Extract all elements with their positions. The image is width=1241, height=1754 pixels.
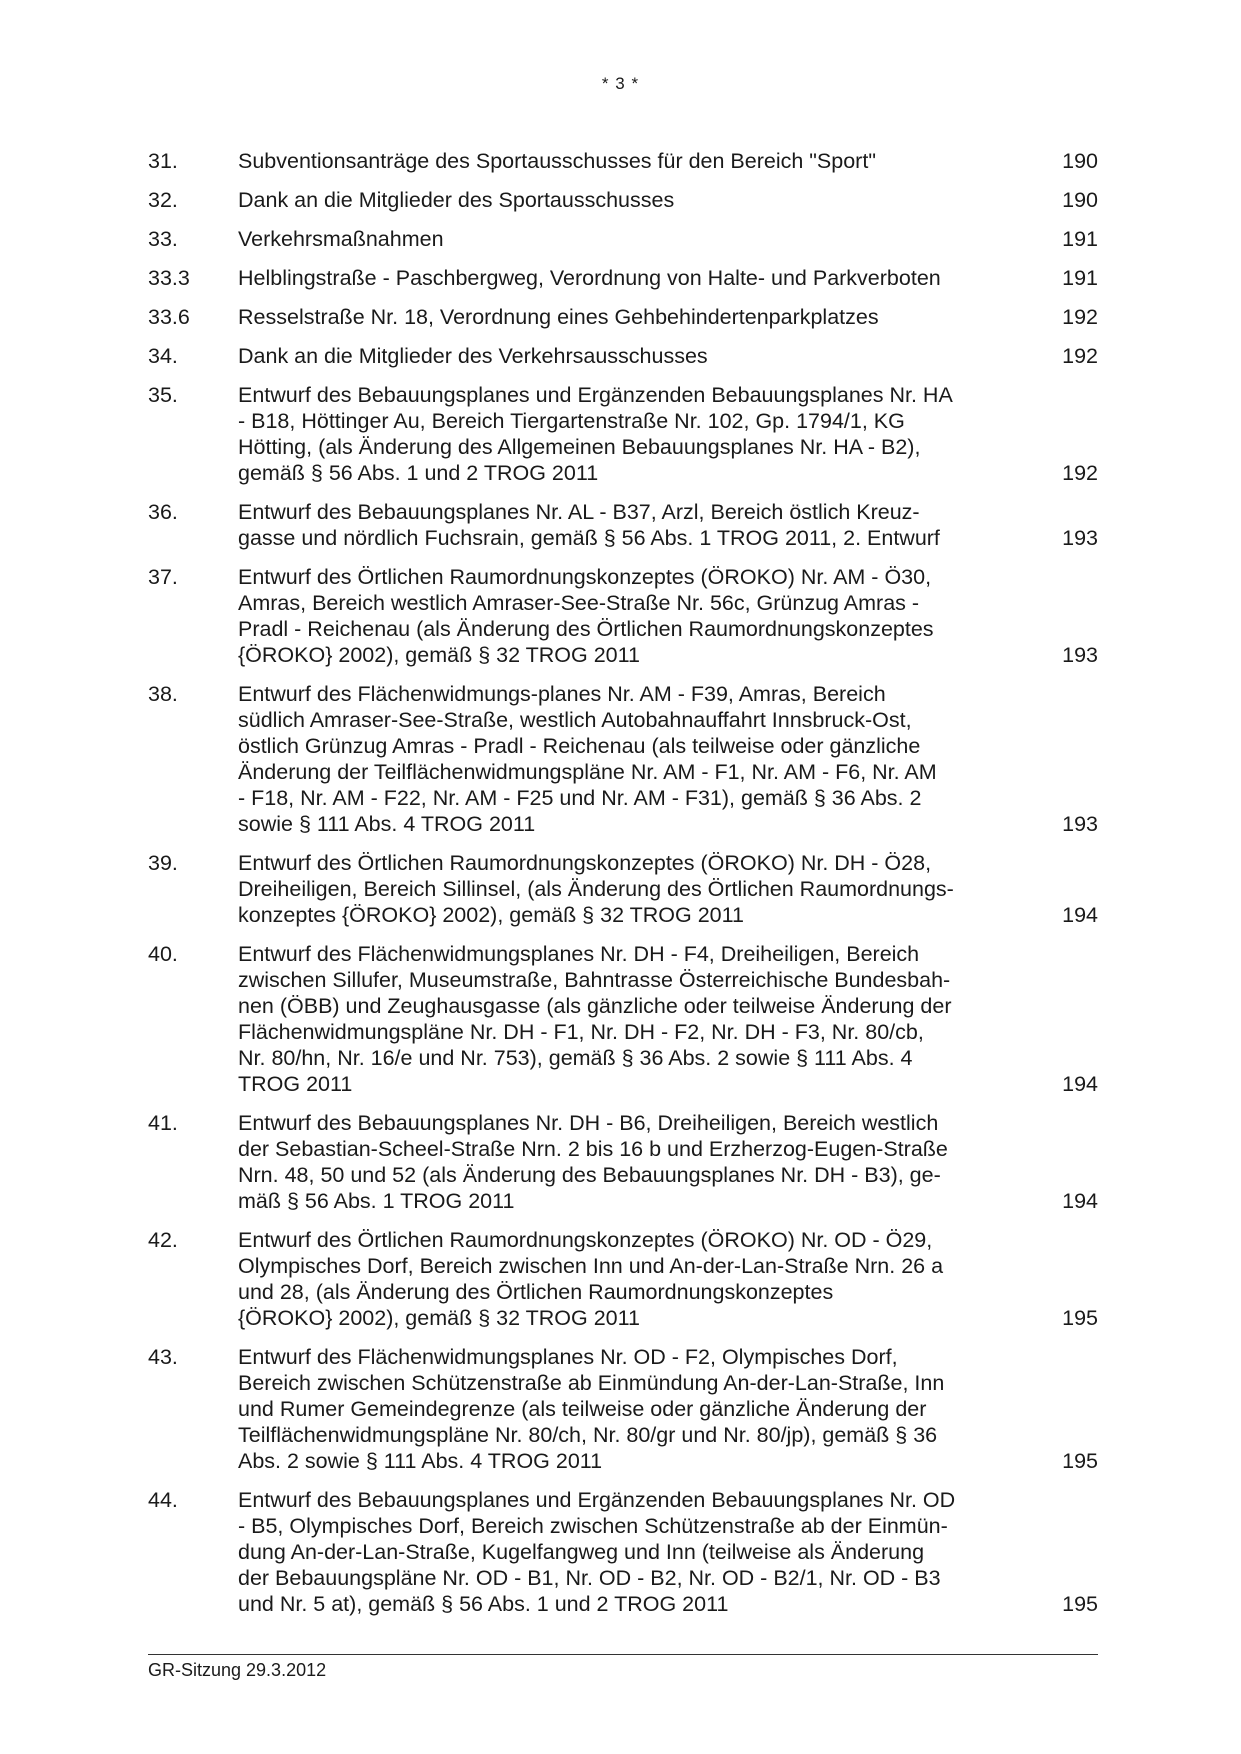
toc-entry-page: 194 [1062, 1072, 1098, 1096]
toc-entry-title [238, 941, 1013, 1097]
toc-entry-36 [148, 499, 1098, 551]
toc-entry-title-line: und Rumer Gemeindegrenze (als teilweise oder gänzliche Änderung der [238, 1397, 927, 1421]
toc-entry-title [238, 1110, 1013, 1214]
toc-entry-number: 31. [148, 149, 178, 173]
toc-entry-41 [148, 1110, 1098, 1214]
footer-text: GR-Sitzung 29.3.2012 [148, 1660, 327, 1680]
toc-entry-title-line: Pradl - Reichenau (als Änderung des Örtlichen Raumordnungskonzeptes [238, 617, 934, 641]
toc-entry-number: 38. [148, 682, 178, 706]
toc-entry-title-line: Entwurf des Flächenwidmungs-planes Nr. AM - F39, Amras, Bereich [238, 682, 886, 706]
toc-entry-number: 43. [148, 1345, 178, 1369]
toc-entry-title-line: Entwurf des Örtlichen Raumordnungskonzeptes (ÖROKO) Nr. AM - Ö30, [238, 565, 932, 589]
toc-entry-title-line: TROG 2011 [238, 1072, 353, 1096]
toc-entry-title-line: Hötting, (als Änderung des Allgemeinen Bebauungsplanes Nr. HA - B2), [238, 435, 921, 459]
toc-entry-title [238, 304, 1013, 330]
toc-entry-43 [148, 1344, 1098, 1474]
table-of-contents [148, 148, 1098, 1630]
toc-entry-title-line: südlich Amraser-See-Straße, westlich Autobahnauffahrt Innsbruck-Ost, [238, 708, 912, 732]
toc-entry-title-line: mäß § 56 Abs. 1 TROG 2011 [238, 1189, 515, 1213]
toc-entry-title-line: Entwurf des Bebauungsplanes Nr. DH - B6, Dreiheiligen, Bereich westlich [238, 1111, 939, 1135]
toc-entry-title [238, 1344, 1013, 1474]
toc-entry-page: 191 [1062, 266, 1098, 290]
toc-entry-35 [148, 382, 1098, 486]
toc-entry-title-line: Entwurf des Flächenwidmungsplanes Nr. OD - F2, Olympisches Dorf, [238, 1345, 898, 1369]
toc-entry-page: 192 [1062, 344, 1098, 368]
toc-entry-title-line: Entwurf des Bebauungsplanes und Ergänzenden Bebauungsplanes Nr. HA [238, 383, 953, 407]
toc-entry-title [238, 187, 1013, 213]
toc-entry-title [238, 343, 1013, 369]
toc-entry-title-line: Nr. 80/hn, Nr. 16/e und Nr. 753), gemäß § 36 Abs. 2 sowie § 111 Abs. 4 [238, 1046, 913, 1070]
toc-entry-number: 34. [148, 344, 178, 368]
toc-entry-number: 40. [148, 942, 178, 966]
toc-entry-title-line: - B5, Olympisches Dorf, Bereich zwischen Schützenstraße ab der Einmün- [238, 1514, 948, 1538]
toc-entry-title-line: östlich Grünzug Amras - Pradl - Reichenau (als teilweise oder gänzliche [238, 734, 921, 758]
toc-entry-title-line: Subventionsanträge des Sportausschusses für den Bereich "Sport" [238, 149, 876, 173]
toc-entry-title-line: Entwurf des Bebauungsplanes und Ergänzenden Bebauungsplanes Nr. OD [238, 1488, 956, 1512]
toc-entry-title-line: Dreiheiligen, Bereich Sillinsel, (als Änderung des Örtlichen Raumordnungs- [238, 877, 954, 901]
toc-entry-33-6 [148, 304, 1098, 330]
toc-entry-title-line: dung An-der-Lan-Straße, Kugelfangweg und Inn (teilweise als Änderung [238, 1540, 925, 1564]
toc-entry-title [238, 850, 1013, 928]
toc-entry-title-line: {ÖROKO} 2002), gemäß § 32 TROG 2011 [238, 1306, 640, 1330]
toc-entry-37 [148, 564, 1098, 668]
toc-entry-page: 190 [1062, 188, 1098, 212]
toc-entry-page: 195 [1062, 1592, 1098, 1616]
toc-entry-title-line: Änderung der Teilflächenwidmungspläne Nr. AM - F1, Nr. AM - F6, Nr. AM [238, 760, 937, 784]
toc-entry-42 [148, 1227, 1098, 1331]
toc-entry-44 [148, 1487, 1098, 1617]
toc-entry-title [238, 1487, 1013, 1617]
toc-entry-page: 193 [1062, 526, 1098, 550]
toc-entry-33 [148, 226, 1098, 252]
toc-entry-title-line: sowie § 111 Abs. 4 TROG 2011 [238, 812, 536, 836]
toc-entry-title-line: Resselstraße Nr. 18, Verordnung eines Gehbehindertenparkplatzes [238, 305, 879, 329]
toc-entry-title-line: der Sebastian-Scheel-Straße Nrn. 2 bis 16 b und Erzherzog-Eugen-Straße [238, 1137, 948, 1161]
toc-entry-title-line: Bereich zwischen Schützenstraße ab Einmündung An-der-Lan-Straße, Inn [238, 1371, 945, 1395]
toc-entry-title-line: Entwurf des Bebauungsplanes Nr. AL - B37, Arzl, Bereich östlich Kreuz- [238, 500, 920, 524]
toc-entry-title [238, 1227, 1013, 1331]
toc-entry-number: 41. [148, 1111, 178, 1135]
toc-entry-number: 33.6 [148, 305, 190, 329]
toc-entry-title [238, 564, 1013, 668]
toc-entry-title-line: - F18, Nr. AM - F22, Nr. AM - F25 und Nr. AM - F31), gemäß § 36 Abs. 2 [238, 786, 922, 810]
toc-entry-title-line: Abs. 2 sowie § 111 Abs. 4 TROG 2011 [238, 1449, 603, 1473]
toc-entry-34 [148, 343, 1098, 369]
toc-entry-title-line: Dank an die Mitglieder des Verkehrsausschusses [238, 344, 708, 368]
toc-entry-title-line: {ÖROKO} 2002), gemäß § 32 TROG 2011 [238, 643, 640, 667]
toc-entry-number: 33. [148, 227, 178, 251]
toc-entry-number: 37. [148, 565, 178, 589]
toc-entry-title [238, 265, 1013, 291]
toc-entry-31 [148, 148, 1098, 174]
toc-entry-title-line: und Nr. 5 at), gemäß § 56 Abs. 1 und 2 TROG 2011 [238, 1592, 729, 1616]
toc-entry-number: 42. [148, 1228, 178, 1252]
toc-entry-title-line: Entwurf des Örtlichen Raumordnungskonzeptes (ÖROKO) Nr. DH - Ö28, [238, 851, 932, 875]
toc-entry-page: 194 [1062, 903, 1098, 927]
toc-entry-page: 191 [1062, 227, 1098, 251]
toc-entry-38 [148, 681, 1098, 837]
toc-entry-title-line: gasse und nördlich Fuchsrain, gemäß § 56 Abs. 1 TROG 2011, 2. Entwurf [238, 526, 940, 550]
toc-entry-title [238, 382, 1013, 486]
toc-entry-title-line: Amras, Bereich westlich Amraser-See-Straße Nr. 56c, Grünzug Amras - [238, 591, 920, 615]
toc-entry-title-line: Olympisches Dorf, Bereich zwischen Inn und An-der-Lan-Straße Nrn. 26 a [238, 1254, 944, 1278]
toc-entry-page: 193 [1062, 812, 1098, 836]
toc-entry-page: 194 [1062, 1189, 1098, 1213]
toc-entry-title-line: - B18, Höttinger Au, Bereich Tiergartenstraße Nr. 102, Gp. 1794/1, KG [238, 409, 905, 433]
toc-entry-title [238, 499, 1013, 551]
toc-entry-33-3 [148, 265, 1098, 291]
toc-entry-number: 39. [148, 851, 178, 875]
toc-entry-number: 44. [148, 1488, 178, 1512]
toc-entry-page: 195 [1062, 1449, 1098, 1473]
footer-divider [148, 1654, 1098, 1655]
toc-entry-title-line: gemäß § 56 Abs. 1 und 2 TROG 2011 [238, 461, 599, 485]
toc-entry-32 [148, 187, 1098, 213]
toc-entry-title-line: Dank an die Mitglieder des Sportausschusses [238, 188, 675, 212]
toc-entry-title-line: Nrn. 48, 50 und 52 (als Änderung des Bebauungsplanes Nr. DH - B3), ge- [238, 1163, 941, 1187]
toc-entry-40 [148, 941, 1098, 1097]
toc-entry-title-line: Helblingstraße - Paschbergweg, Verordnung von Halte- und Parkverboten [238, 266, 941, 290]
toc-entry-title-line: Verkehrsmaßnahmen [238, 227, 444, 251]
toc-entry-title-line: zwischen Sillufer, Museumstraße, Bahntrasse Österreichische Bundesbah- [238, 968, 951, 992]
toc-entry-title-line: der Bebauungspläne Nr. OD - B1, Nr. OD - B2, Nr. OD - B2/1, Nr. OD - B3 [238, 1566, 941, 1590]
toc-entry-title [238, 226, 1013, 252]
toc-entry-title-line: Entwurf des Örtlichen Raumordnungskonzeptes (ÖROKO) Nr. OD - Ö29, [238, 1228, 933, 1252]
toc-entry-title-line: und 28, (als Änderung des Örtlichen Raumordnungskonzeptes [238, 1280, 834, 1304]
toc-entry-page: 192 [1062, 461, 1098, 485]
toc-entry-title-line: nen (ÖBB) und Zeughausgasse (als gänzliche oder teilweise Änderung der [238, 994, 952, 1018]
toc-entry-title-line: konzeptes {ÖROKO} 2002), gemäß § 32 TROG 2011 [238, 903, 744, 927]
toc-entry-title-line: Flächenwidmungspläne Nr. DH - F1, Nr. DH - F2, Nr. DH - F3, Nr. 80/cb, [238, 1020, 924, 1044]
toc-entry-title [238, 148, 1013, 174]
toc-entry-title-line: Teilflächenwidmungspläne Nr. 80/ch, Nr. 80/gr und Nr. 80/jp), gemäß § 36 [238, 1423, 938, 1447]
toc-entry-page: 195 [1062, 1306, 1098, 1330]
toc-entry-number: 32. [148, 188, 178, 212]
toc-entry-39 [148, 850, 1098, 928]
page-number: * 3 * [601, 74, 640, 93]
toc-entry-page: 190 [1062, 149, 1098, 173]
toc-entry-number: 35. [148, 383, 178, 407]
toc-entry-page: 192 [1062, 305, 1098, 329]
toc-entry-title [238, 681, 1013, 837]
toc-entry-number: 33.3 [148, 266, 190, 290]
toc-entry-page: 193 [1062, 643, 1098, 667]
toc-entry-number: 36. [148, 500, 178, 524]
toc-entry-title-line: Entwurf des Flächenwidmungsplanes Nr. DH - F4, Dreiheiligen, Bereich [238, 942, 920, 966]
